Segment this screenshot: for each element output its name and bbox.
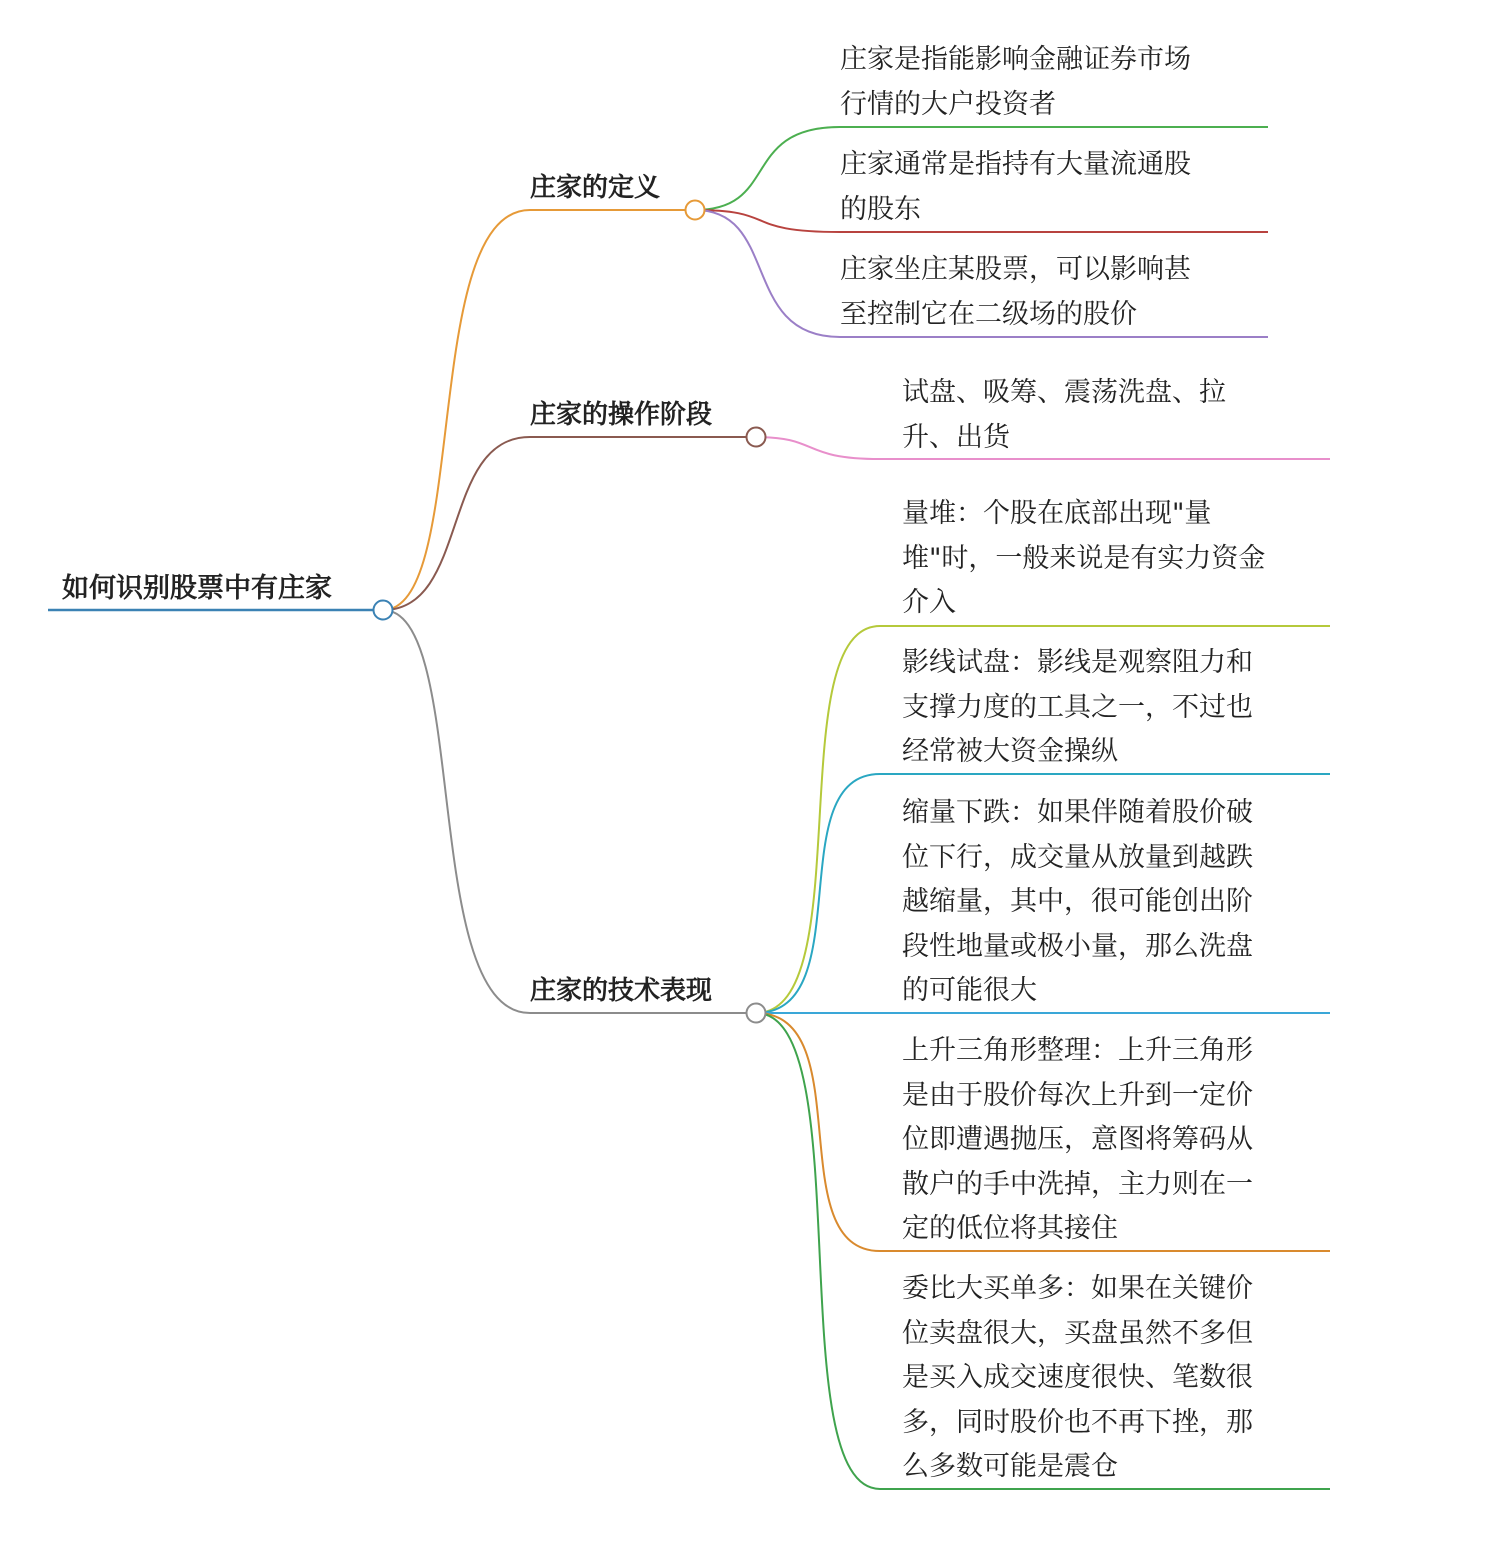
branch-topic-technical[interactable]: 庄家的技术表现 — [530, 976, 713, 1006]
leaf-technical-bid-ratio[interactable]: 委比大买单多：如果在关键价 位卖盘很大，买盘虽然不多但 是买入成交速度很快、笔数很 多，同时股价也不再下挫，那 么多数可能是震仓 — [902, 1273, 1253, 1482]
branch-topic-definition[interactable]: 庄家的定义 — [530, 173, 661, 203]
link-root-branch-2 — [383, 610, 530, 1013]
root-toggle-node[interactable] — [374, 601, 393, 620]
leaf-definition-2[interactable]: 庄家通常是指持有大量流通股 的股东 — [840, 149, 1191, 225]
leaf-technical-volume-pile[interactable]: 量堆：个股在底部出现"量 堆"时，一般来说是有实力资金 介入 — [902, 498, 1266, 618]
leaf-definition-1[interactable]: 庄家是指能影响金融证券市场 行情的大户投资者 — [840, 44, 1191, 120]
branch-topic-stages[interactable]: 庄家的操作阶段 — [530, 400, 713, 430]
leaf-technical-ascending-triangle[interactable]: 上升三角形整理：上升三角形 是由于股价每次上升到一定价 位即遭遇抛压，意图将筹码从 散户的手中洗掉，主力则在一 定的低位将其接住 — [902, 1035, 1253, 1244]
leaf-stages[interactable]: 试盘、吸筹、震荡洗盘、拉 升、出货 — [902, 377, 1226, 453]
branch-0-toggle-node[interactable] — [686, 201, 705, 220]
branch-2-toggle-node[interactable] — [747, 1004, 766, 1023]
leaf-technical-shadow-test[interactable]: 影线试盘：影线是观察阻力和 支撑力度的工具之一，不过也 经常被大资金操纵 — [902, 647, 1253, 767]
root-topic[interactable]: 如何识别股票中有庄家 — [62, 573, 332, 604]
link-root-branch-0 — [383, 210, 530, 610]
branch-1-toggle-node[interactable] — [747, 428, 766, 447]
link-root-branch-1 — [383, 437, 530, 610]
leaf-technical-shrink-decline[interactable]: 缩量下跌：如果伴随着股价破 位下行，成交量从放量到越跌 越缩量，其中，很可能创出阶 段性地量或极小量，那么洗盘 的可能很大 — [902, 797, 1253, 1006]
leaf-definition-3[interactable]: 庄家坐庄某股票，可以影响甚 至控制它在二级场的股价 — [840, 254, 1191, 330]
